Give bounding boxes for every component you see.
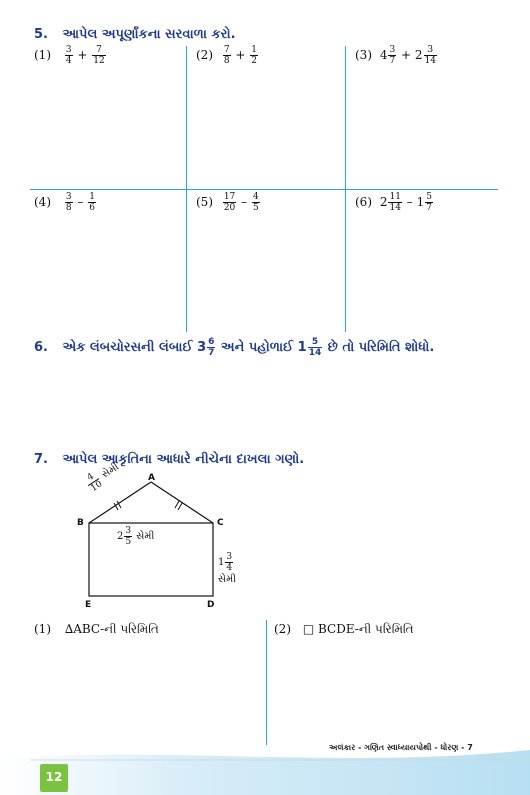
fraction: $\frac{4}{5}$ [252,192,259,213]
fraction: $\frac{3}{8}$ [65,192,72,213]
vertex-b-label: B [77,518,84,528]
item-label: (1) [34,48,51,62]
fraction: $\frac{3}{14}$ [424,45,437,66]
fraction: 4 10 [82,470,105,495]
grid-divider-row [30,189,498,190]
q5-item-2 [196,45,259,66]
book-title: અલંકાર - ગણિત સ્વાધ્યાયપોથી - ધોરણ - 7 [329,743,473,752]
fraction: $\frac{1}{2}$ [251,45,258,66]
fraction: $\frac{17}{20}$ [223,192,236,213]
operator: + [401,48,412,62]
operator: + [235,48,246,62]
unit: સેમી [136,531,155,542]
q6-text: છે તો પરિમિતિ શોધો. [327,340,435,355]
tick-mark [178,503,182,510]
q5-heading [34,27,236,42]
part-text: □ BCDE-ની પરિમિતિ [302,622,414,636]
operator: – [241,195,248,209]
parts-divider [266,620,267,745]
fraction: $\frac{1}{6}$ [89,192,95,213]
q7-title: આપેલ આકૃતિના આધારે નીચેના દાખલા ગણો. [62,452,305,467]
cd-length-label [218,552,236,587]
fraction: $\frac{11}{14}$ [389,192,401,213]
unit: સેમી [99,461,122,481]
whole-part: 2 [117,531,124,542]
whole-part: 4 [379,48,388,62]
item-label: (6) [355,195,372,209]
operator: – [77,195,84,209]
whole-part: 2 [379,195,388,209]
fraction: $\frac{3}{7}$ [389,45,396,66]
whole-part: 1 [218,557,225,568]
unit: સેમી [218,574,237,585]
q5-item-4 [34,192,97,213]
item-label: (2) [274,622,291,636]
q7-part-1 [34,622,159,637]
q6-text: એક લંબચોરસની લંબાઈ [62,340,193,355]
whole-part: 2 [414,48,423,62]
q7-heading [34,452,304,467]
q7-part-2 [274,622,414,637]
whole-part: 1 [297,340,307,355]
fraction: $\frac{3}{5}$ [125,526,132,547]
fraction: $\frac{7}{8}$ [223,45,230,66]
q5-title: આપેલ અપૂર્ણાંકના સરવાળા કરો. [62,27,236,42]
q6-heading [34,337,434,358]
item-label: (1) [34,622,51,636]
fraction: $\frac{3}{4}$ [226,552,233,573]
bc-length-label [117,526,154,547]
page-number: 12 [40,764,68,792]
operator: + [77,48,88,62]
vertex-c-label: C [217,518,224,528]
footer-wave [0,750,530,795]
vertex-d-label: D [207,600,215,610]
item-label: (2) [196,48,213,62]
q5-number: 5. [34,27,48,42]
fraction: $\frac{3}{4}$ [65,45,72,66]
operator: – [406,195,413,209]
whole-part: 1 [416,195,425,209]
q5-item-6 [355,192,434,213]
q6-text: અને પહોળાઈ [220,340,294,355]
q7-number: 7. [34,452,48,467]
q5-item-3 [355,45,438,66]
q5-item-1 [34,45,107,66]
fraction: $\frac{7}{12}$ [93,45,105,66]
item-label: (5) [196,195,213,209]
vertex-e-label: E [85,600,92,610]
fraction: $\frac{6}{7}$ [208,337,215,358]
item-label: (3) [355,48,372,62]
vertex-a-label: A [148,473,155,483]
tick-mark [175,501,179,508]
whole-part: 3 [197,340,207,355]
fraction: $\frac{5}{7}$ [426,192,432,213]
q6-number: 6. [34,340,48,355]
item-label: (4) [34,195,51,209]
part-text: ∆ABC-ની પરિમિતિ [64,622,159,636]
q5-item-5 [196,192,261,213]
side-ac [151,482,213,523]
fraction: $\frac{5}{14}$ [308,337,322,358]
